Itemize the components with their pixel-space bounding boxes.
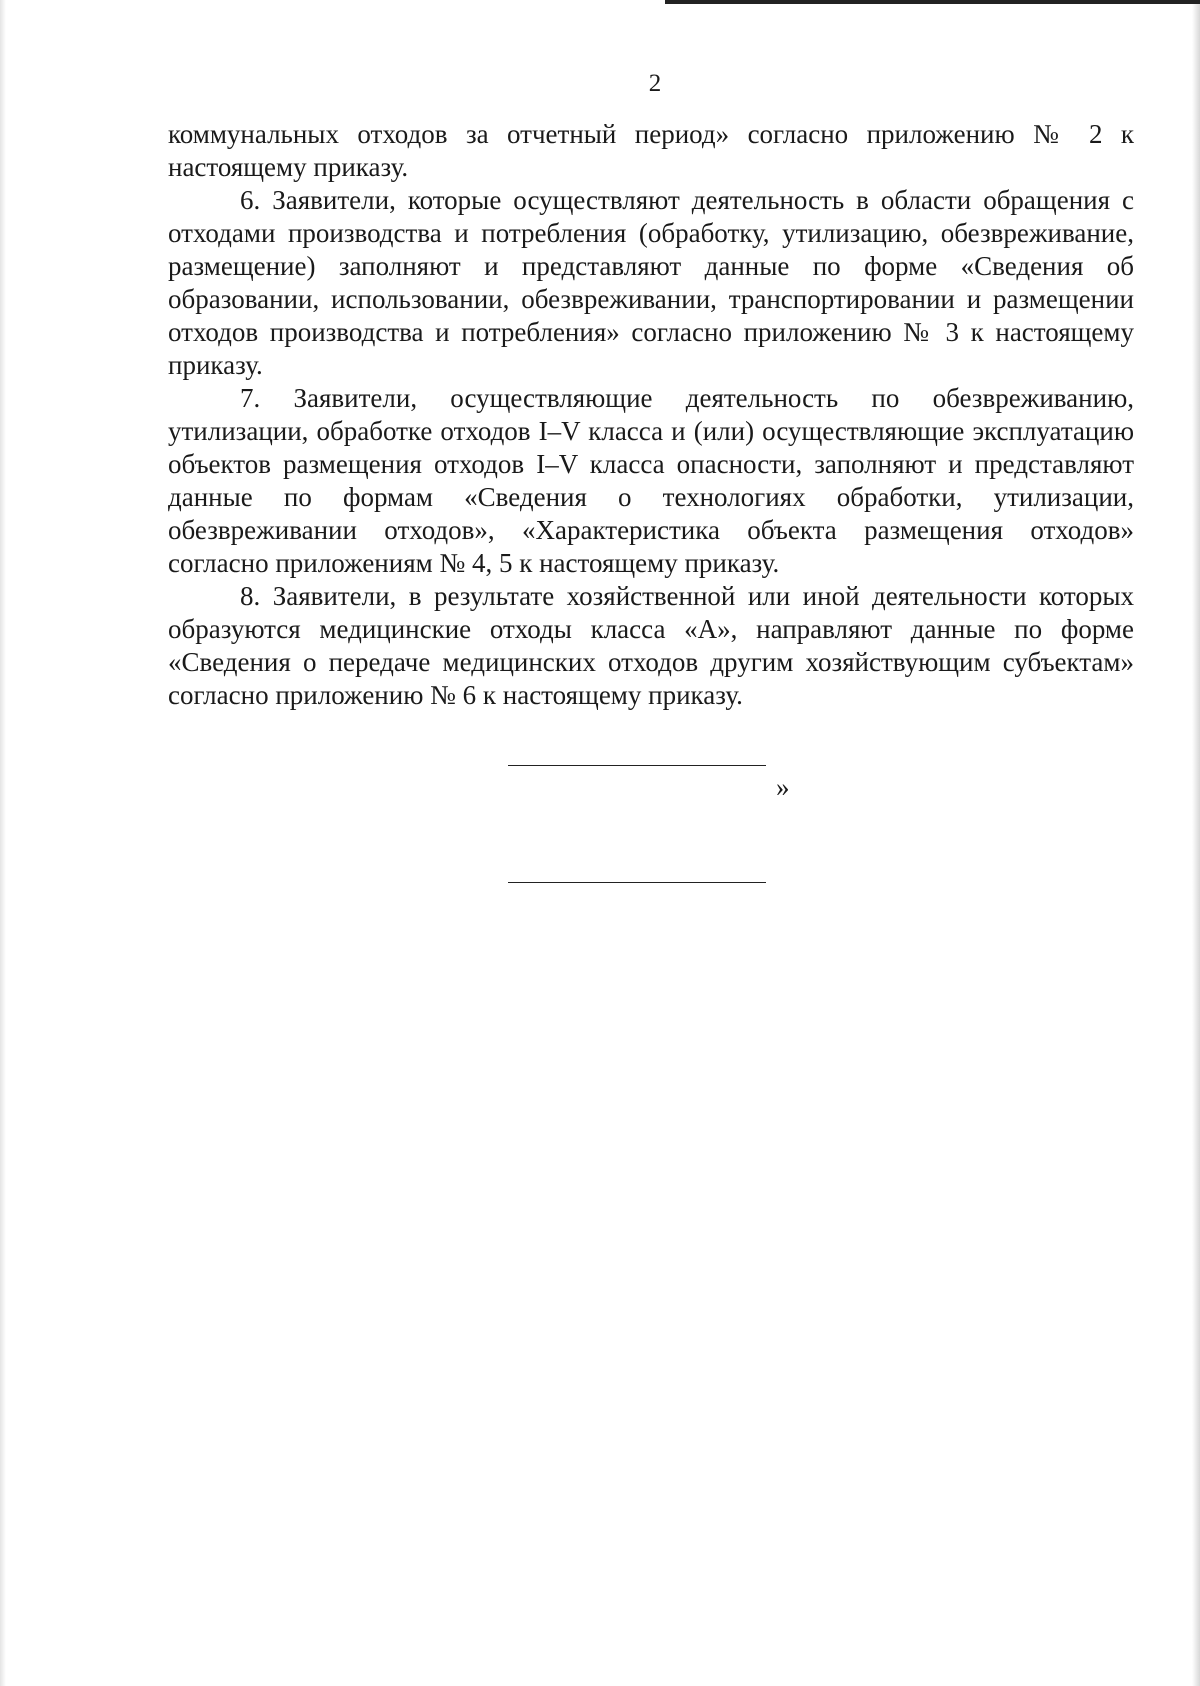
paragraph-continuation: коммунальных отходов за отчетный период» согласно приложению № 2 к настоящему приказу. (168, 119, 1134, 182)
document-body (168, 118, 1134, 712)
paragraph-7: 7. Заявители, осуществляющие деятельность по обезвреживанию, утилизации, обработке отходов I–V класса и (или) осуществляющие эксплуатацию объектов размещения отходов I–V класса опасности, заполняют и представляют данные по формам «Сведения о технологиях обработки, утилизации, обезвреживании отходов», «Характеристика объекта размещения отходов» согласно приложениям № 4, 5 к настоящему приказу. (168, 383, 1134, 578)
scan-edge-right (1192, 0, 1200, 1686)
paragraph-6: 6. Заявители, которые осуществляют деятельность в области обращения с отходами производства и потребления (обработку, утилизацию, обезвреживание, размещение) заполняют и представляют данные по форме «Сведения об образовании, использовании, обезвреживании, транспортировании и размещении отходов производства и потребления» согласно приложению № 3 к настоящему приказу. (168, 185, 1134, 380)
separator-line-bottom (508, 882, 766, 883)
scan-edge-top (665, 0, 1200, 4)
page-number: 2 (648, 70, 662, 97)
separator-line-top (508, 765, 766, 766)
paragraph-8: 8. Заявители, в результате хозяйственной или иной деятельности которых образуются медицинские отходы класса «А», направляют данные по форме «Сведения о передаче медицинских отходов другим хозяйствующим субъектам» согласно приложению № 6 к настоящему приказу. (168, 581, 1134, 710)
scan-edge-left (0, 0, 6, 1686)
closing-quote: » (776, 772, 790, 802)
